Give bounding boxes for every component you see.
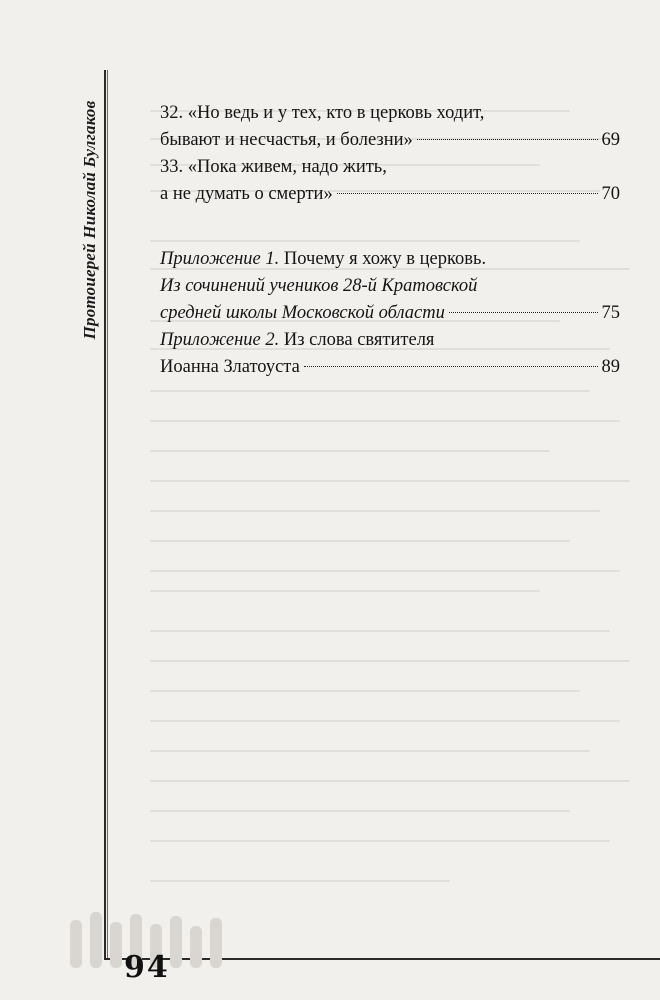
toc-page-number: 89 <box>601 357 620 377</box>
toc-page-number: 69 <box>601 130 620 150</box>
leader-dots <box>449 311 598 313</box>
toc-page-number: 75 <box>601 303 620 323</box>
appendix-label: Приложение 1. <box>160 249 280 269</box>
toc-entry-text: Из слова святителя <box>279 330 435 350</box>
toc-entry-text: Почему я хожу в церковь. <box>279 249 487 269</box>
table-of-contents <box>160 100 620 381</box>
toc-entry-text: а не думать о смерти» <box>160 184 333 204</box>
toc-entry-text: Иоанна Златоуста <box>160 357 300 377</box>
running-head-text: Протоиерей Николай Булгаков <box>80 100 99 340</box>
leader-dots <box>417 138 598 140</box>
toc-entry-33-line2 <box>160 181 620 208</box>
toc-entry-33-line1: 33. «Пока живем, надо жить, <box>160 157 387 177</box>
leader-dots <box>304 365 598 367</box>
toc-entry-text: средней школы Московской области <box>160 303 445 323</box>
side-rule <box>104 70 106 960</box>
toc-entry-text: бывают и несчастья, и болезни» <box>160 130 413 150</box>
toc-entry-text: Из сочинений учеников 28-й Кратовской <box>160 276 478 296</box>
leader-dots <box>337 192 598 194</box>
appendix-label: Приложение 2. <box>160 330 280 350</box>
toc-appendix-1-line3 <box>160 300 620 327</box>
toc-appendix-2-line2 <box>160 354 620 381</box>
toc-appendix-1-line2 <box>160 273 620 300</box>
toc-appendix-1-line1 <box>160 246 620 273</box>
toc-entry-32-line2 <box>160 127 620 154</box>
toc-entry-32-line1: 32. «Но ведь и у тех, кто в церковь ходит, <box>160 103 485 123</box>
toc-appendix-2-line1 <box>160 327 620 354</box>
page-number: 94 <box>124 950 170 985</box>
side-rule-thin <box>107 70 108 960</box>
toc-page-number: 70 <box>601 184 620 204</box>
